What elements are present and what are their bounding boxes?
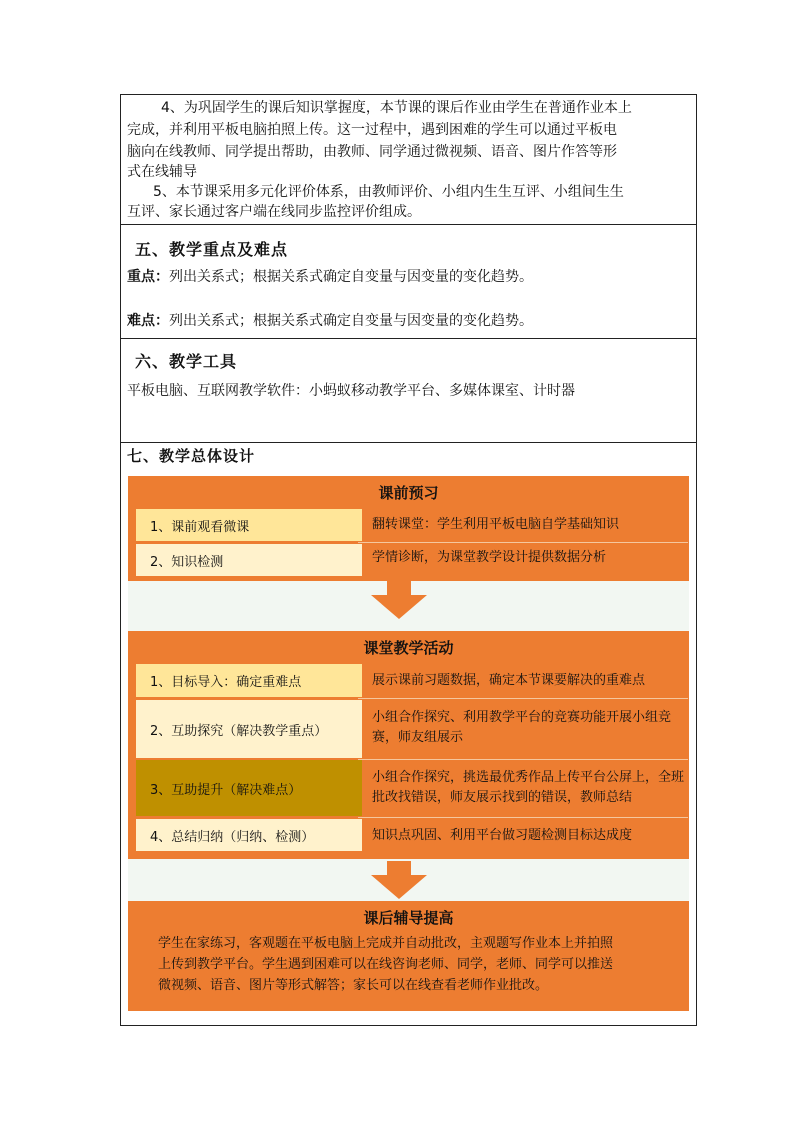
post-line: 学生在家练习，客观题在平板电脑上完成并自动批改，主观题写作业本上并拍照 xyxy=(158,936,614,951)
para-line: 完成，并利用平板电脑拍照上传。这一过程中，遇到困难的学生可以通过平板电 xyxy=(127,122,617,138)
section-title: 七、教学总体设计 xyxy=(127,447,256,465)
row-overall-design xyxy=(121,443,696,1025)
para-line: 脑向在线教师、同学提出帮助，由教师、同学通过微视频、语音、图片作答等形 xyxy=(127,144,617,160)
section-title: 五、教学重点及难点 xyxy=(135,240,289,259)
difficult-point-text: 列出关系式；根据关系式确定自变量与因变量的变化趋势。 xyxy=(169,313,533,329)
down-arrow-icon xyxy=(369,581,429,619)
pre-class-block xyxy=(128,476,689,581)
class-item-left: 4、总结归纳（归纳、检测） xyxy=(136,819,362,851)
tools-text: 平板电脑、互联网教学软件：小蚂蚁移动教学平台、多媒体课室、计时器 xyxy=(127,383,575,399)
class-item-left: 1、目标导入：确定重难点 xyxy=(136,664,362,697)
block-title: 课前预习 xyxy=(378,484,439,502)
post-class-block xyxy=(128,901,689,1011)
post-line: 上传到教学平台。学生遇到困难可以在线咨询老师、同学，老师、同学可以推送 xyxy=(158,957,614,972)
class-item-right: 小组合作探究、利用教学平台的竞赛功能开展小组竞赛，师友组展示 xyxy=(372,710,672,745)
down-arrow-icon xyxy=(369,861,429,899)
row-teaching-tools xyxy=(121,339,696,443)
class-item-right: 展示课前习题数据，确定本节课要解决的重难点 xyxy=(372,672,646,688)
post-line: 微视频、语音、图片等形式解答；家长可以在线查看老师作业批改。 xyxy=(158,978,549,993)
pre-item-right: 翻转课堂：学生利用平板电脑自学基础知识 xyxy=(372,517,620,532)
para-line: 4、为巩固学生的课后知识掌握度，本节课的课后作业由学生在普通作业本上 xyxy=(161,100,632,116)
class-item-left: 3、互助提升（解决难点） xyxy=(136,760,362,816)
pre-item-left: 2、知识检测 xyxy=(136,544,362,576)
difficult-point-label: 难点： xyxy=(127,313,169,329)
pre-item-right: 学情诊断，为课堂教学设计提供数据分析 xyxy=(372,550,607,565)
row-homework-evaluation xyxy=(121,95,696,225)
class-item-right: 知识点巩固、利用平台做习题检测目标达成度 xyxy=(372,828,633,843)
key-point-label: 重点： xyxy=(127,269,169,285)
in-class-block xyxy=(128,631,689,859)
divider xyxy=(358,817,688,818)
block-title: 课后辅导提高 xyxy=(363,909,454,927)
key-point xyxy=(127,267,533,288)
difficult-point xyxy=(127,311,533,332)
pre-item-left: 1、课前观看微课 xyxy=(136,509,362,541)
section-title: 六、教学工具 xyxy=(135,352,238,371)
para-line: 式在线辅导 xyxy=(127,164,197,180)
class-item-right: 小组合作探究，挑选最优秀作品上传平台公屏上，全班批改找错误，师友展示找到的错误，教师总结 xyxy=(372,770,685,805)
key-point-text: 列出关系式；根据关系式确定自变量与因变量的变化趋势。 xyxy=(169,269,533,285)
block-title: 课堂教学活动 xyxy=(363,639,454,657)
para-line: 5、本节课采用多元化评价体系，由教师评价、小组内生生互评、小组间生生 xyxy=(153,184,624,200)
lesson-plan-table xyxy=(120,94,697,1026)
class-item-left: 2、互助探究（解决教学重点） xyxy=(136,700,362,758)
para-line: 互评、家长通过客户端在线同步监控评价组成。 xyxy=(127,204,421,220)
row-key-difficult-points xyxy=(121,225,696,339)
